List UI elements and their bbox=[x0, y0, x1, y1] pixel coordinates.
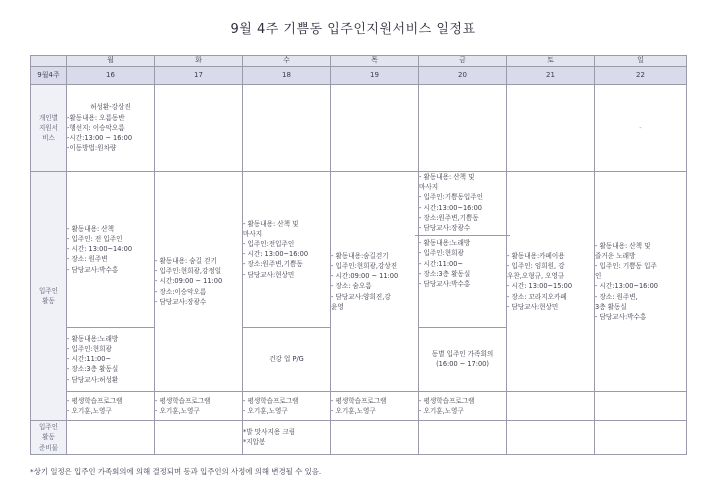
page-title: 9월 4주 기쁨동 입주인지원서비스 일정표 bbox=[230, 22, 476, 37]
date-mon: 16 bbox=[67, 66, 155, 84]
prep-fri bbox=[419, 420, 507, 454]
education-mon: - 평생학습프로그램 - 오기훈,노영구 bbox=[67, 392, 155, 421]
activity-row-main bbox=[31, 171, 687, 327]
weekday-mon: 월 bbox=[67, 56, 155, 67]
row-label-activity: 입주인 활동 bbox=[31, 171, 67, 420]
date-tue: 17 bbox=[155, 66, 243, 84]
corner-cell bbox=[31, 56, 67, 67]
activity-sat: - 활동내용:카페이용 - 입주인: 임희원, 강 우찬,오형규, 오영규 - 시간: 13:00~15:00 - 장소: 꼬라지오카페 - 담당교사:현상민 bbox=[507, 171, 595, 391]
weekday-fri: 금 bbox=[419, 56, 507, 67]
weekday-wed: 수 bbox=[243, 56, 331, 67]
activity-mon: - 활동내용: 산책 - 입주인: 전 입주인 - 시간: 13:00~14:00 - 장소: 원주변 - 담당교사:박수홍 bbox=[67, 171, 155, 327]
date-wed: 18 bbox=[243, 66, 331, 84]
individual-service-row bbox=[31, 84, 687, 171]
prep-mon bbox=[67, 420, 155, 454]
date-fri: 20 bbox=[419, 66, 507, 84]
education-sat bbox=[507, 392, 595, 421]
preparation-row bbox=[31, 420, 687, 454]
week-label: 9월4주 bbox=[31, 66, 67, 84]
footnote: *상기 일정은 입주인 가족회의에 의해 결정되며 동과 입주인의 사정에 의해 변경될 수 있음. bbox=[30, 467, 322, 476]
activity-sun: - 활동내용: 산책 및 즐거운 노래방 - 입주인: 기쁨동 입주 인 - 시간:13:00~16:00 - 장소: 원주변, 3층 활동실 - 담당교사:박수홍 bbox=[595, 171, 687, 391]
activity-row-education bbox=[31, 392, 687, 421]
weekday-header-row bbox=[31, 56, 687, 67]
education-thu: - 평생학습프로그램 - 오기훈,노영구 bbox=[331, 392, 419, 421]
individual-service-thu bbox=[331, 84, 419, 171]
date-sat: 21 bbox=[507, 66, 595, 84]
date-thu: 19 bbox=[331, 66, 419, 84]
individual-service-fri bbox=[419, 84, 507, 171]
date-header-row bbox=[31, 66, 687, 84]
education-fri: - 평생학습프로그램 - 오기훈,노영구 bbox=[419, 392, 507, 421]
weekday-tue: 화 bbox=[155, 56, 243, 67]
row-label-individual-service: 개인별 지원서 비스 bbox=[31, 84, 67, 171]
activity-wed: - 활동내용: 산책 및 마사지 - 입주인:전입주인 - 시간: 13:00~16:00 - 장소:원주변,기쁨동 - 담당교사:현상민 bbox=[243, 171, 331, 327]
activity-fri: - 활동내용: 산책 및 마사지 - 입주인:기쁨동입주인 - 시간:13:00~16:00 - 장소:원주변,기쁨동 - 담당교사:장광수 - 활동내용:노래방 - 입주인:현희광 - 시간:11:00~ - 장소:3층 활동실 - 담당교사:박수홍 bbox=[419, 171, 507, 327]
individual-service-sat bbox=[507, 84, 595, 171]
individual-service-sun: - bbox=[595, 84, 687, 171]
education-sun bbox=[595, 392, 687, 421]
prep-sat bbox=[507, 420, 595, 454]
education-tue: - 평생학습프로그램 - 오기훈,노영구 bbox=[155, 392, 243, 421]
education-wed: - 평생학습프로그램 - 오기훈,노영구 bbox=[243, 392, 331, 421]
activity-thu: - 활동내용:숨길걷기 - 입주인:현희광,강상진 - 시간:09:00 ~ 11:00 - 장소: 숨오름 - 담당교사:양희진,강 윤영 bbox=[331, 171, 419, 391]
weekday-sat: 토 bbox=[507, 56, 595, 67]
weekday-sun: 일 bbox=[595, 56, 687, 67]
individual-service-tue bbox=[155, 84, 243, 171]
activity-fri-2: 동별 입주인 가족회의 (16:00 ~ 17:00) bbox=[419, 327, 507, 391]
prep-thu bbox=[331, 420, 419, 454]
weekly-schedule-table bbox=[30, 55, 687, 455]
individual-service-wed bbox=[243, 84, 331, 171]
individual-service-mon: 허성환-강상진 -활동내용: 오름동반 -행선지: 이승악오름 -시간:13:00 ~ 16:00 -이동방법:원차량 bbox=[67, 84, 155, 171]
prep-tue bbox=[155, 420, 243, 454]
activity-mon-2: - 활동내용:노래방 - 입주인:현희광 - 시간:11:00~ - 장소:3층 활동실 - 담당교사:허성환 bbox=[67, 327, 155, 391]
activity-wed-2: 건강 업 P/G bbox=[243, 327, 331, 391]
activity-tue: - 활동내용: 숨길 걷기 - 입주인:현희광,강정일 - 시간:09:00 ~ 11:00 - 장소:이승악오름 - 담당교사:장광수 bbox=[155, 171, 243, 391]
prep-wed: *발 맛사지용 크림 *지압봉 bbox=[243, 420, 331, 454]
activity-fri-divider bbox=[415, 235, 510, 236]
row-label-preparation: 입주인 활동 준비물 bbox=[31, 420, 67, 454]
date-sun: 22 bbox=[595, 66, 687, 84]
prep-sun bbox=[595, 420, 687, 454]
weekday-thu: 목 bbox=[331, 56, 419, 67]
